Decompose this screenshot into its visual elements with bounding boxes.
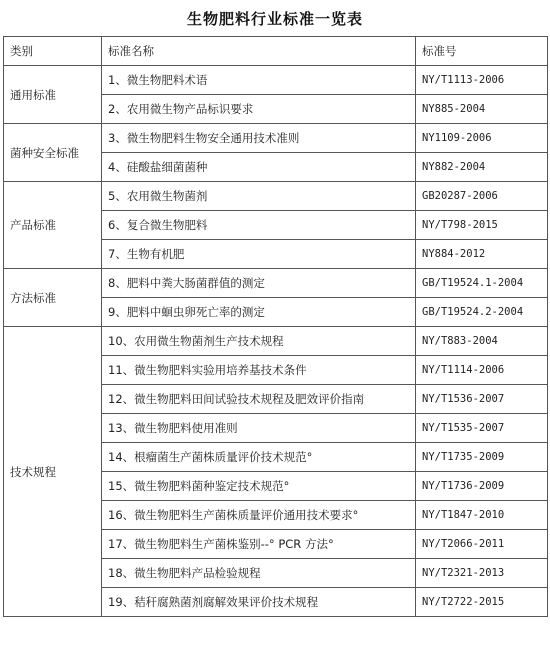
standard-name-cell: 6、复合微生物肥料 [102,211,416,240]
standard-name-cell: 14、根瘤菌生产菌株质量评价技术规范° [102,443,416,472]
standard-name-cell: 5、农用微生物菌剂 [102,182,416,211]
standard-name-cell: 12、微生物肥料田间试验技术规程及肥效评价指南 [102,385,416,414]
standard-code-cell: GB/T19524.1-2004 [416,269,548,298]
standard-code-cell: GB/T19524.2-2004 [416,298,548,327]
standard-name-cell: 7、生物有机肥 [102,240,416,269]
header-standard-name: 标准名称 [102,37,416,66]
table-body [4,66,548,617]
category-cell: 通用标准 [4,66,102,124]
standard-name-cell: 2、农用微生物产品标识要求 [102,95,416,124]
header-category: 类别 [4,37,102,66]
category-cell: 方法标准 [4,269,102,327]
standard-code-cell: NY/T1735-2009 [416,443,548,472]
standard-code-cell: NY/T2722-2015 [416,588,548,617]
standard-name-cell: 9、肥料中蛔虫卵死亡率的测定 [102,298,416,327]
header-standard-code: 标准号 [416,37,548,66]
standard-code-cell: NY885-2004 [416,95,548,124]
table-row [4,269,548,298]
standard-name-cell: 1、微生物肥料术语 [102,66,416,95]
category-cell: 菌种安全标准 [4,124,102,182]
standard-code-cell: NY1109-2006 [416,124,548,153]
table-row [4,124,548,153]
standard-code-cell: NY/T1114-2006 [416,356,548,385]
standard-name-cell: 4、硅酸盐细菌菌种 [102,153,416,182]
standard-code-cell: NY/T1847-2010 [416,501,548,530]
table-row [4,327,548,356]
standard-name-cell: 11、微生物肥料实验用培养基技术条件 [102,356,416,385]
category-cell: 技术规程 [4,327,102,617]
standard-name-cell: 19、秸秆腐熟菌剂腐解效果评价技术规程 [102,588,416,617]
standard-name-cell: 13、微生物肥料使用准则 [102,414,416,443]
table-row [4,182,548,211]
standard-name-cell: 10、农用微生物菌剂生产技术规程 [102,327,416,356]
standard-name-cell: 16、微生物肥料生产菌株质量评价通用技术要求° [102,501,416,530]
standard-code-cell: NY/T1535-2007 [416,414,548,443]
standard-code-cell: NY/T1536-2007 [416,385,548,414]
standard-name-cell: 18、微生物肥料产品检验规程 [102,559,416,588]
category-cell: 产品标准 [4,182,102,269]
standard-code-cell: NY/T883-2004 [416,327,548,356]
table-header-row [4,37,548,66]
standards-table [3,36,548,617]
table-row [4,66,548,95]
page-title: 生物肥料行业标准一览表 [186,10,363,28]
standard-name-cell: 8、肥料中粪大肠菌群值的测定 [102,269,416,298]
standard-code-cell: NY/T1113-2006 [416,66,548,95]
standard-code-cell: NY884-2012 [416,240,548,269]
standard-code-cell: NY882-2004 [416,153,548,182]
standard-name-cell: 3、微生物肥料生物安全通用技术准则 [102,124,416,153]
standard-code-cell: NY/T798-2015 [416,211,548,240]
standard-name-cell: 15、微生物肥料菌种鉴定技术规范° [102,472,416,501]
standard-code-cell: NY/T2066-2011 [416,530,548,559]
standard-code-cell: GB20287-2006 [416,182,548,211]
standard-name-cell: 17、微生物肥料生产菌株鉴别--° PCR 方法° [102,530,416,559]
standard-code-cell: NY/T1736-2009 [416,472,548,501]
standard-code-cell: NY/T2321-2013 [416,559,548,588]
